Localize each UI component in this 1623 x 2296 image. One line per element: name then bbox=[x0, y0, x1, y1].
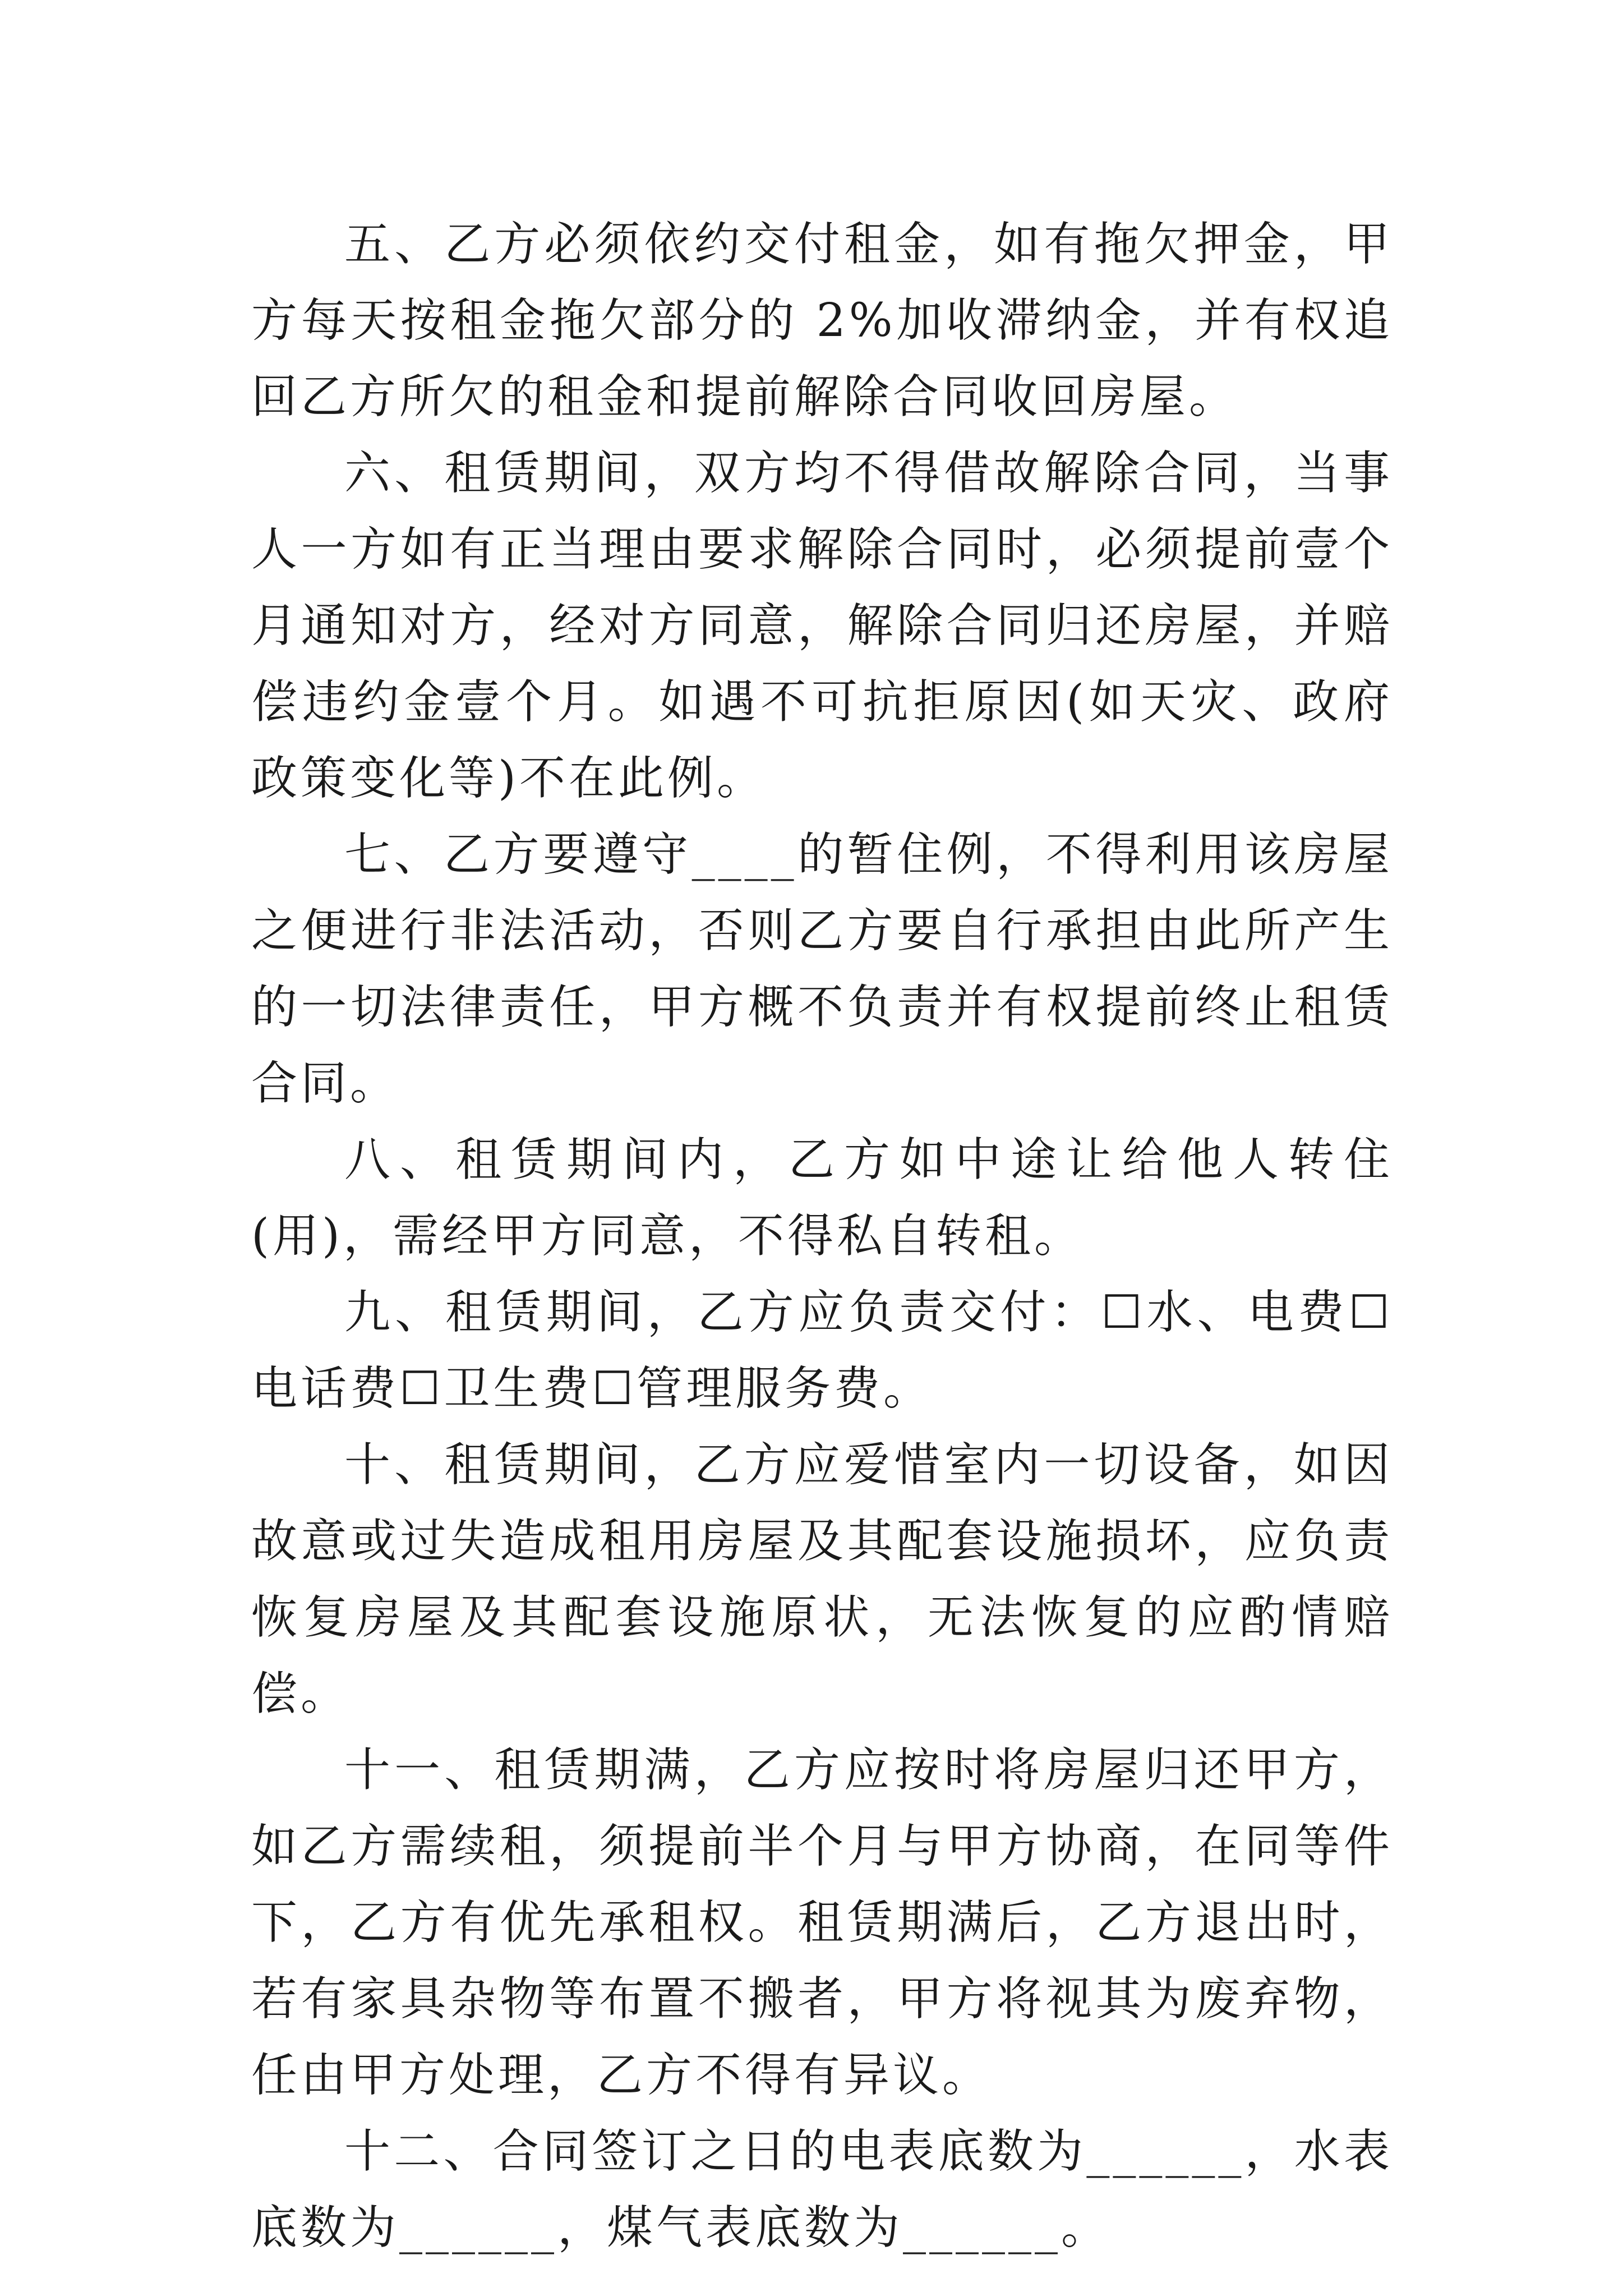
clause-12-paragraph: 十二、合同签订之日的电表底数为______，水表底数为______，煤气表底数为______。 bbox=[251, 2125, 1393, 2254]
clause-10-paragraph: 十、租赁期间，乙方应爱惜室内一切设备，如因故意或过失造成租用房屋及其配套设施损坏，应负责恢复房屋及其配套设施原状，无法恢复的应酌情赔偿。 bbox=[251, 1438, 1393, 1720]
clause-7-paragraph: 七、乙方要遵守____的暂住例，不得利用该房屋之便进行非法活动，否则乙方要自行承担由此所产生的一切法律责任，甲方概不负责并有权提前终止租赁合同。 bbox=[251, 828, 1393, 1110]
clause-9-paragraph: 九、租赁期间，乙方应负责交付：☐水、电费☐电话费☐卫生费☐管理服务费。 bbox=[251, 1286, 1393, 1415]
clause-6-paragraph: 六、租赁期间，双方均不得借故解除合同，当事人一方如有正当理由要求解除合同时，必须提前壹个月通知对方，经对方同意，解除合同归还房屋，并赔偿违约金壹个月。如遇不可抗拒原因(如天灾、政府政策变化等)不在此例。 bbox=[251, 447, 1393, 805]
clause-11-paragraph: 十一、租赁期满，乙方应按时将房屋归还甲方，如乙方需续租，须提前半个月与甲方协商，在同等件下，乙方有优先承租权。租赁期满后，乙方退出时，若有家具杂物等布置不搬者，甲方将视其为废弃物，任由甲方处理，乙方不得有异议。 bbox=[251, 1743, 1393, 2102]
clause-5-paragraph: 五、乙方必须依约交付租金，如有拖欠押金，甲方每天按租金拖欠部分的 2%加收滞纳金，并有权追回乙方所欠的租金和提前解除合同收回房屋。 bbox=[251, 218, 1393, 424]
clause-8-paragraph: 八、租赁期间内，乙方如中途让给他人转住(用)，需经甲方同意，不得私自转租。 bbox=[251, 1133, 1393, 1263]
document-page bbox=[251, 206, 1393, 2266]
